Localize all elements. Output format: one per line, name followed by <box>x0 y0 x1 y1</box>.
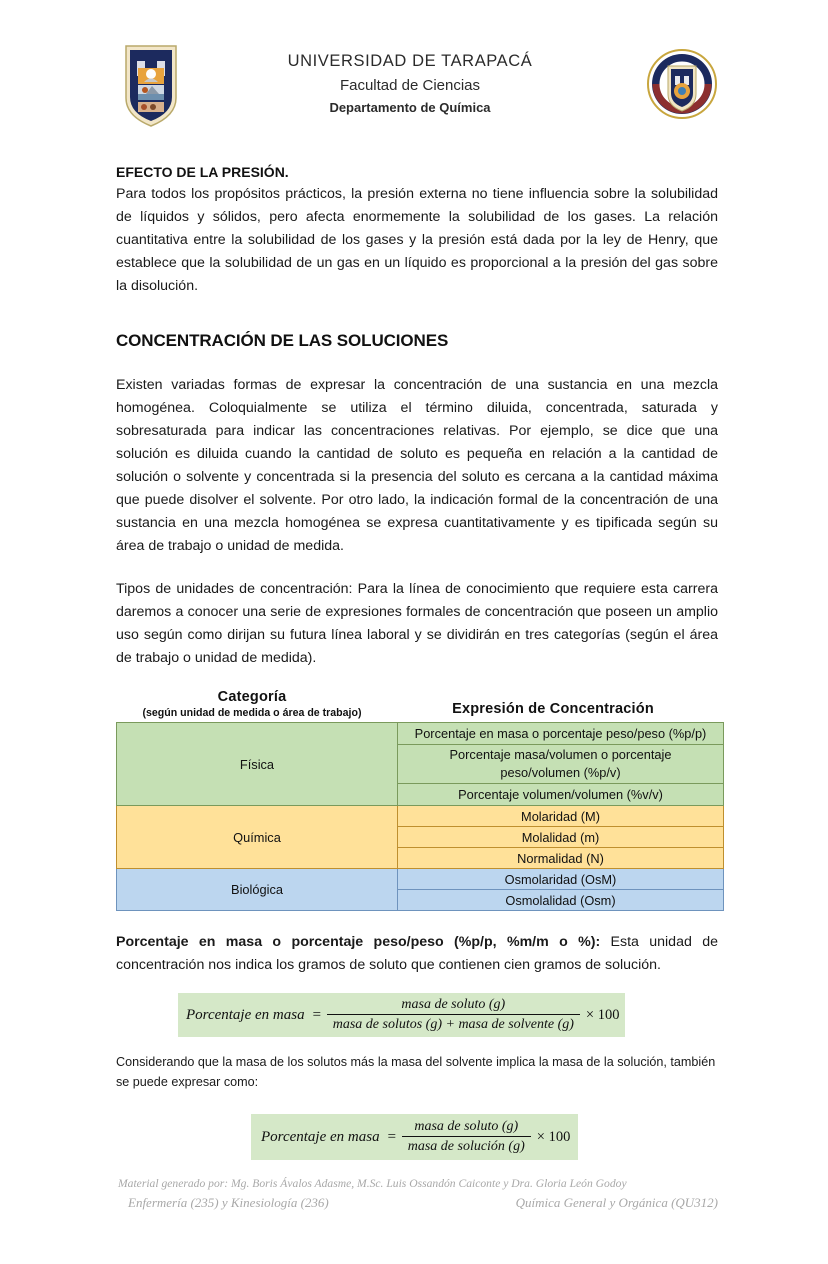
chemistry-department-seal-logo <box>646 48 718 120</box>
university-shield-logo <box>122 44 180 128</box>
footer-credits: Material generado por: Mg. Boris Ávalos Adasme, M.Sc. Luis Ossandón Caiconte y Dra. Gloria León Godoy <box>118 1176 627 1190</box>
footer-course-line <box>118 1193 720 1213</box>
footer-course-code: Química General y Orgánica (QU312) <box>515 1194 718 1210</box>
concentration-table-wrapper <box>116 688 718 912</box>
table-cell-expression-osmolalidad: Osmolalidad (Osm) <box>398 890 724 911</box>
table-cell-category-quimica: Química <box>117 806 398 869</box>
table-cell-expression-pv <box>398 745 724 784</box>
footer-programs: Enfermería (235) y Kinesiología (236) <box>128 1194 329 1210</box>
heading-efecto-presion: EFECTO DE LA PRESIÓN. <box>116 164 289 180</box>
heading-concentracion-soluciones: CONCENTRACIÓN DE LAS SOLUCIONES <box>116 331 449 350</box>
university-name: UNIVERSIDAD DE TARAPACÁ <box>287 52 533 70</box>
formula2-denominator: masa de solución (g) <box>402 1136 531 1155</box>
table-header-expression <box>388 700 718 720</box>
table-header-category <box>116 688 388 721</box>
expression-pv-line2: peso/volumen (%p/v) <box>500 765 621 781</box>
formula-2-row <box>116 1114 718 1160</box>
document-body <box>0 162 828 1160</box>
paragraph-efecto-presion: Para todos los propósitos prácticos, la presión externa no tiene influencia sobre la solubilidad de líquidos y sólidos, pero afecta enormemente la solubilidad de los gases. La relación cuantitativa entre la solubilidad de los gases y la presión está dada por la ley de Henry, que establece que la solubilidad de un gas en un líquido es proporcional a la presión del gas sobre la disolución. <box>116 186 718 294</box>
concentration-table <box>116 722 724 911</box>
table-header-expression-main: Expresión de Concentración <box>452 701 654 718</box>
document-footer <box>0 1175 828 1212</box>
table-header-category-main: Categoría <box>217 688 287 705</box>
formula2-numerator: masa de soluto (g) <box>414 1119 519 1135</box>
porcentaje-masa-rest: Esta unidad de concentración nos indica los gramos de soluto que contienen cien gramos de solución. <box>116 934 718 974</box>
table-cell-expression-vv: Porcentaje volumen/volumen (%v/v) <box>398 784 724 806</box>
table-cell-expression-molalidad: Molalidad (m) <box>398 827 724 848</box>
formula-1-row <box>116 993 718 1037</box>
paragraph-tipos-unidades: Tipos de unidades de concentración: Para la línea de conocimiento que requiere esta carrera daremos a conocer una serie de expresiones formales de concentración que poseen un amplio uso según como dirijan su futura línea laboral y se dividirán en tres categorías (según el área de trabajo o unidad de medida). <box>116 580 718 666</box>
table-row <box>117 806 724 827</box>
formula2-fraction <box>402 1119 531 1155</box>
formula1-fraction <box>327 997 580 1033</box>
porcentaje-masa-lead: Porcentaje en masa o porcentaje peso/peso (%p/p, %m/m o %): <box>116 934 601 951</box>
paragraph-concentracion: Existen variadas formas de expresar la concentración de una sustancia en una mezcla homogénea. Coloquialmente se utiliza el término diluida, concentrada, saturada y sobresaturada para indicar las concentraciones relativas. Por ejemplo, se dice que una solución es diluida cuando la cantidad de soluto es pequeña en relación a la cantidad de solución o solvente y concentrada si la presencia del soluto es cercana a la cantidad máxima que puede disolver el solvente. Por otro lado, la indicación formal de la concentración de una sustancia en una mezcla homogénea se expresa cuantitativamente y es tipificada según su área de trabajo o unidad de medida. <box>116 376 718 554</box>
document-header <box>0 0 828 144</box>
formula-porcentaje-masa-solucion <box>251 1114 578 1160</box>
paragraph-porcentaje-masa <box>116 931 718 977</box>
formula1-tail: × 100 <box>585 1006 620 1023</box>
expression-pv-line1: Porcentaje masa/volumen o porcentaje <box>449 746 672 762</box>
formula1-equals: = <box>311 1006 322 1023</box>
table-cell-category-biologica: Biológica <box>117 869 398 911</box>
paragraph-bridge-text: Considerando que la masa de los solutos más la masa del solvente implica la masa de la solución, también se puede expresar como: <box>116 1055 716 1089</box>
bridge-text-wrapper <box>116 1053 718 1092</box>
header-title-block <box>180 50 646 117</box>
formula2-tail: × 100 <box>536 1128 571 1145</box>
table-row <box>117 723 724 745</box>
formula1-lhs: Porcentaje en masa <box>186 1006 305 1023</box>
table-cell-expression-molaridad: Molaridad (M) <box>398 806 724 827</box>
table-header-category-sub: (según unidad de medida o área de trabajo) <box>142 706 362 719</box>
table-cell-category-fisica: Física <box>117 723 398 806</box>
table-row <box>117 869 724 890</box>
formula1-denominator: masa de solutos (g) + masa de solvente (g) <box>327 1014 580 1033</box>
formula1-numerator: masa de soluto (g) <box>401 997 506 1013</box>
faculty-name: Facultad de Ciencias <box>339 77 481 95</box>
table-cell-expression-normalidad: Normalidad (N) <box>398 848 724 869</box>
formula2-equals: = <box>386 1128 397 1145</box>
formula2-lhs: Porcentaje en masa <box>261 1128 380 1145</box>
table-cell-expression-osmolaridad: Osmolaridad (OsM) <box>398 869 724 890</box>
department-name: Departamento de Química <box>329 99 491 115</box>
table-cell-expression-pp: Porcentaje en masa o porcentaje peso/peso (%p/p) <box>398 723 724 745</box>
table-header-row <box>116 688 718 721</box>
formula-porcentaje-masa-solutos-solvente <box>178 993 625 1037</box>
